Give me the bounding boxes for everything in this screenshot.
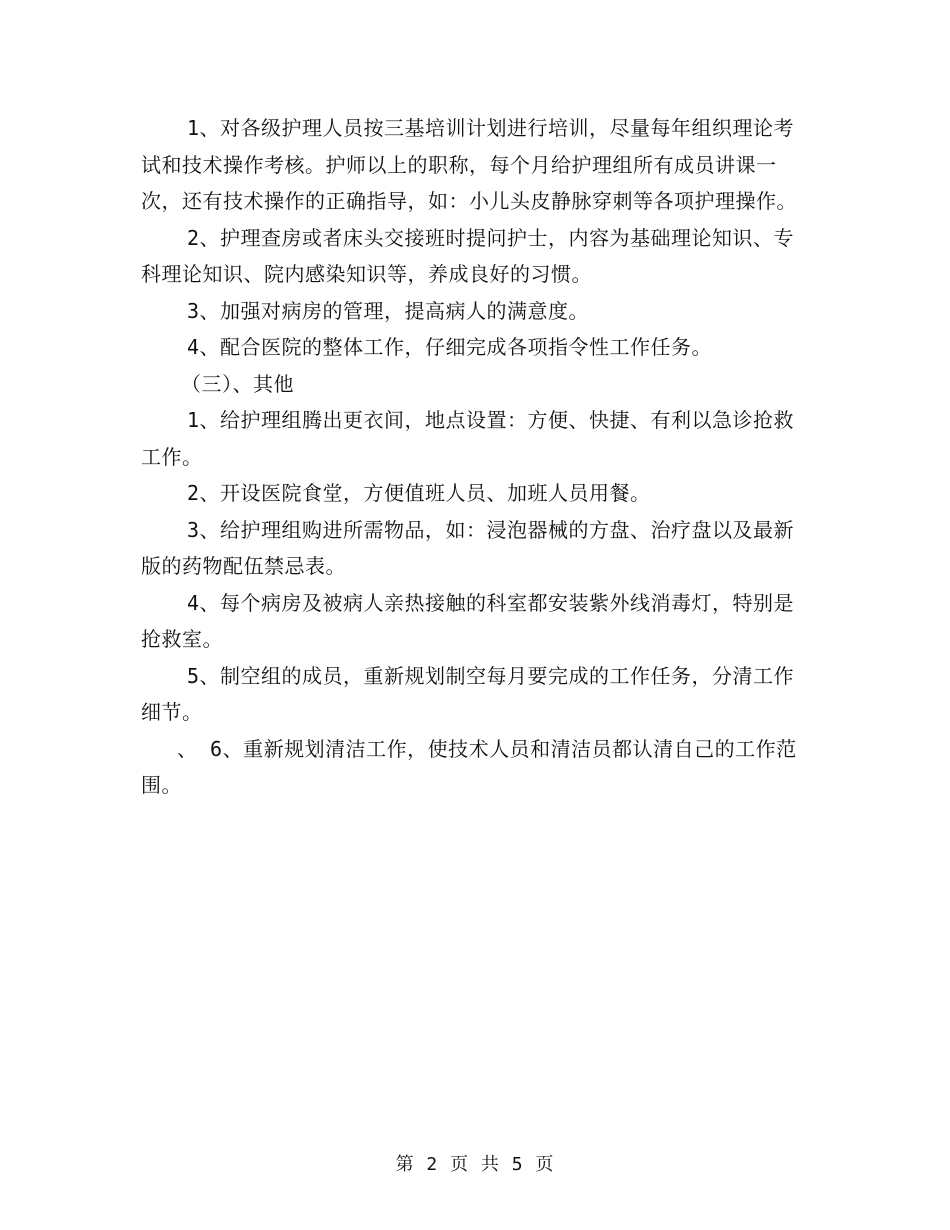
- paragraph-uv-lamps: 4、每个病房及被病人亲热接触的科室都安装紫外线消毒灯，特别是抢救室。: [141, 590, 795, 651]
- paragraph-canteen: 2、开设医院食堂，方便值班人员、加班人员用餐。: [187, 481, 651, 505]
- paragraph-cleaning-work: 、 6、重新规划清洁工作，使技术人员和清洁员都认清自己的工作范围。: [141, 736, 797, 797]
- paragraph-purchase-supplies: 3、给护理组购进所需物品，如：浸泡器械的方盘、治疗盘以及最新版的药物配伍禁忌表。: [141, 517, 795, 578]
- document-body: [141, 110, 813, 804]
- paragraph-monthly-tasks: 5、制空组的成员，重新规划制空每月要完成的工作任务，分清工作细节。: [141, 663, 795, 724]
- paragraph-ward-round-questions: 2、护理查房或者床头交接班时提问护士，内容为基础理论知识、专科理论知识、院内感染知识等，养成良好的习惯。: [141, 225, 795, 286]
- page-number-footer: 第 2 页 共 5 页: [395, 1154, 555, 1175]
- section-heading-other: （三）、其他: [181, 371, 294, 396]
- paragraph-ward-management: 3、加强对病房的管理，提高病人的满意度。: [187, 298, 590, 323]
- paragraph-hospital-cooperation: 4、配合医院的整体工作，仔细完成各项指令性工作任务。: [187, 335, 713, 359]
- paragraph-training-plan: 1、对各级护理人员按三基培训计划进行培训，尽量每年组织理论考试和技术操作考核。护师以上的职称，每个月给护理组所有成员讲课一次，还有技术操作的正确指导，如：小儿头皮静脉穿刺等各项护理操作。: [141, 116, 797, 213]
- paragraph-changing-room: 1、给护理组腾出更衣间，地点设置：方便、快捷、有利以急诊抢救工作。: [141, 408, 795, 469]
